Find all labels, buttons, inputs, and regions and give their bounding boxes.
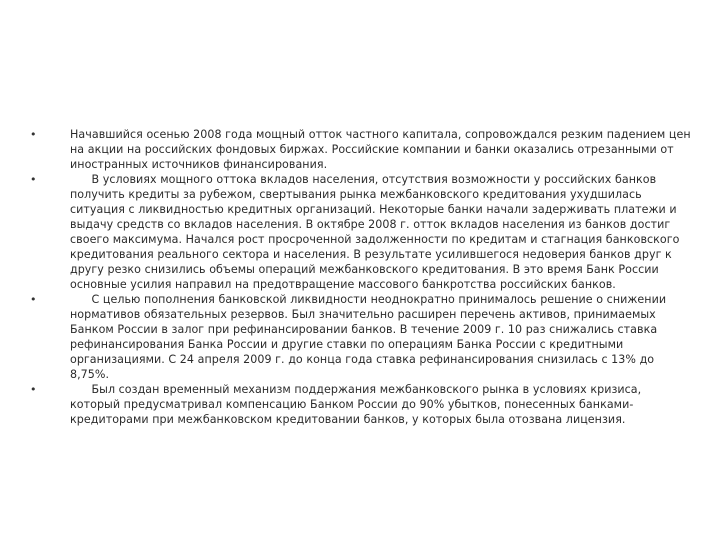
bullet-item-4	[30, 382, 694, 427]
bullet-text: В условиях мощного оттока вкладов населения, отсутствия возможности у российских банков получить кредиты за рубежом, свертывания рынка межбанковского кредитования ухудшилась ситуация с ликвидностью кредитных организаций. Некоторые банки начали задерживать платежи и выдачу средств со вкладов населения. В октябре 2008 г. отток вкладов населения из банков достиг своего максимума. Начался рост просроченной задолженности по кредитам и стагнация банковского кредитования реального сектора и населения. В результате усилившегося недоверия банков друг к другу резко снизились объемы операций межбанковского кредитования. В это время Банк России основные усилия направил на предотвращение массового банкротства российских банков.	[70, 173, 684, 291]
bullet-marker: •	[30, 173, 37, 186]
bullet-text: Начавшийся осенью 2008 года мощный отток частного капитала, сопровождался резким падением цен на акции на российских фондовых биржах. Российские компании и банки оказались отрезанными от иностранных источников финансирования.	[70, 128, 695, 171]
bullet-marker: •	[30, 128, 37, 141]
bullet-item-3	[30, 292, 694, 382]
bullet-marker: •	[30, 383, 37, 396]
bullet-item-1	[30, 127, 694, 172]
bullet-marker: •	[30, 293, 37, 306]
bullet-text: С целью пополнения банковской ликвидности неоднократно принималось решение о снижении нормативов обязательных резервов. Был значительно расширен перечень активов, принимаемых Банком России в залог при рефинансировании банков. В течение 2009 г. 10 раз снижались ставка рефинансирования Банка России и другие ставки по операциям Банка России с кредитными организациями. С 24 апреля 2009 г. до конца года ставка рефинансирования снизилась с 13% до 8,75%.	[70, 293, 670, 381]
bullet-text: Был создан временный механизм поддержания межбанковского рынка в условиях кризиса, который предусматривал компенсацию Банком России до 90% убытков, понесенных банками-кредиторами при межбанковском кредитовании банков, у которых была отозвана лицензия.	[70, 383, 645, 426]
bullet-list	[30, 127, 694, 427]
bullet-item-2	[30, 172, 694, 292]
